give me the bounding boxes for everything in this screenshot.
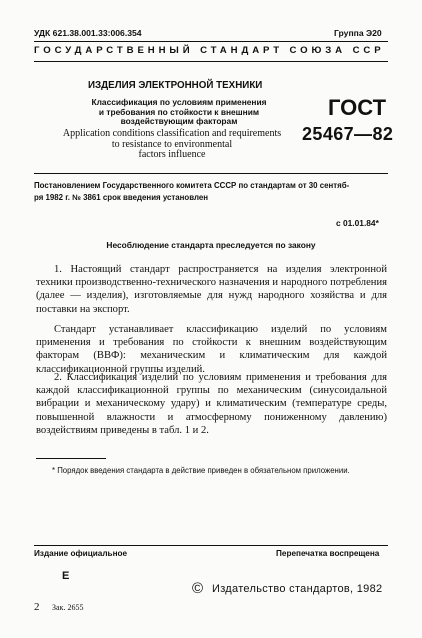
- subtitle-english: [38, 129, 306, 161]
- paragraph: 1. Настоящий стандарт распространяется на изделия электронной техники производственно-технического назначения и народного потребления (далее — изделия), изготовляемые для нужд народного хозяйства и для поставки на экспорт.: [36, 264, 387, 315]
- subtitle-ru-line: Классификация по условиям применения: [91, 97, 267, 107]
- footnote-rule: [36, 458, 106, 459]
- page-number: 2: [34, 601, 40, 613]
- gost-label: ГОСТ: [328, 95, 387, 120]
- group-code: Группа Э20: [334, 28, 382, 38]
- footer-rule: [34, 545, 388, 546]
- header-rule-bottom: [34, 61, 388, 62]
- official-edition: Издание официальное: [34, 549, 128, 558]
- legal-warning: Несоблюдение стандарта преследуется по закону: [106, 240, 316, 250]
- header-rule-top: [34, 41, 388, 42]
- reprint-notice: Перепечатка воспрещена: [276, 549, 380, 558]
- paragraph: Стандарт устанавливает классификацию изделий по условиям применения и требования по стойкости к внешним воздействующим факторам (ВВФ): механическим и климатическим для каждой классификационной группы изделий.: [36, 324, 387, 375]
- decree-date: с 01.01.84*: [336, 218, 379, 228]
- decree-line: ря 1982 г. № 3861 срок введения установлен: [34, 193, 209, 203]
- subtitle-en-line: to resistance to environmental: [111, 138, 233, 150]
- subtitle-ru-line: воздействующим факторам: [120, 116, 238, 127]
- body-text: [36, 323, 387, 376]
- publisher: Издательство стандартов, 1982: [212, 583, 383, 595]
- body-text: [36, 371, 387, 437]
- order-number: Зак. 2655: [52, 603, 84, 612]
- gost-number: 25467—82: [302, 124, 394, 144]
- body-text: [36, 263, 387, 316]
- udk-code: УДК 621.38.001.33:006.354: [34, 28, 142, 38]
- subtitle-ru-line: и требования по стойкости к внешним: [98, 106, 260, 117]
- paragraph: 2. Классификация изделий по условиям применения и требования для каждой классификационной группы по механическим (синусоидальной вибрации и механическому удару) и климатическим (температуре среды, повышенной влажности и атмосферному пониженному давлению) воздействиям приведены в табл. 1 и 2.: [36, 372, 387, 436]
- decree-text: [34, 180, 388, 205]
- footnote: * Порядок введения стандарта в действие приведен в обязательном приложении.: [52, 466, 350, 475]
- document-title: ИЗДЕЛИЯ ЭЛЕКТРОННОЙ ТЕХНИКИ: [88, 80, 263, 91]
- decree-line: Постановлением Государственного комитета СССР по стандартам от 30 сентяб-: [34, 181, 350, 190]
- subtitle-russian: [64, 98, 294, 127]
- title-block-rule: [34, 173, 388, 174]
- subtitle-en-line: factors influence: [138, 149, 206, 161]
- standard-banner: ГОСУДАРСТВЕННЫЙ СТАНДАРТ СОЮЗА ССР: [34, 45, 385, 56]
- copyright-icon: ©: [192, 580, 204, 597]
- subtitle-en-line: Application conditions classification and requirements: [62, 128, 282, 139]
- edition-letter: E: [62, 570, 70, 582]
